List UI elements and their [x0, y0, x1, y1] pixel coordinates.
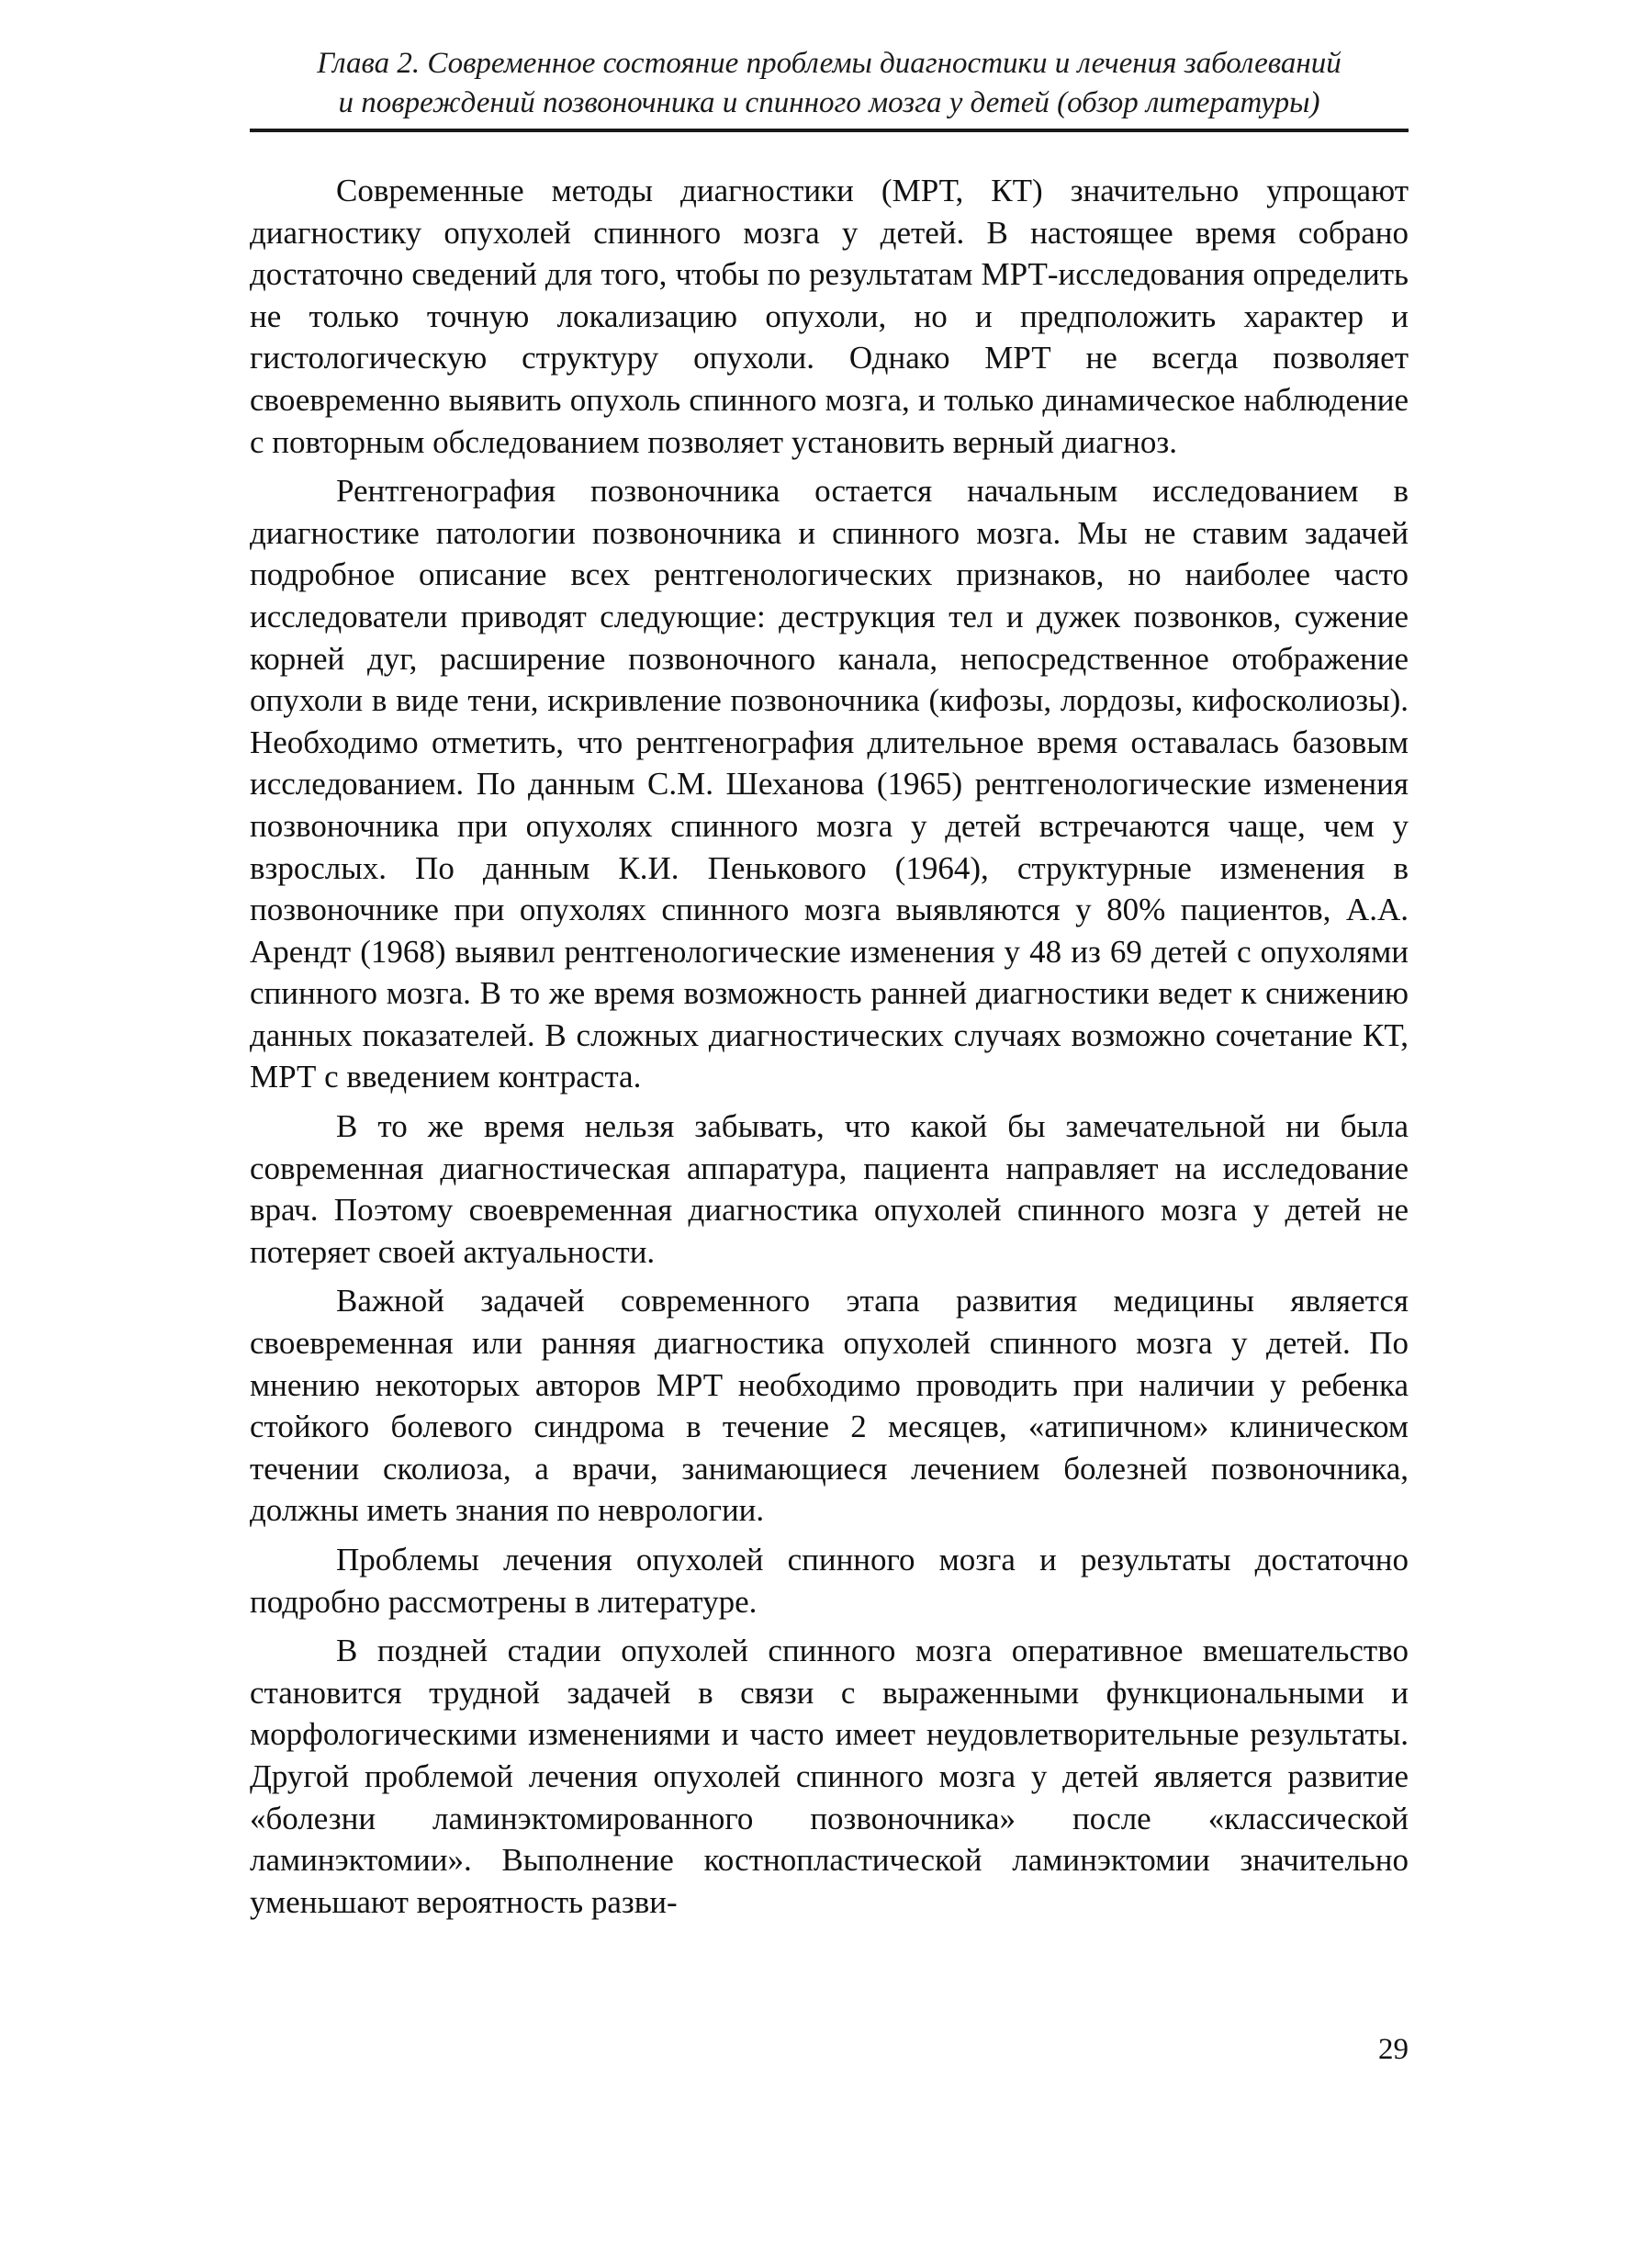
running-header — [250, 44, 1409, 123]
body-text — [250, 170, 1409, 1930]
paragraph: Проблемы лечения опухолей спинного мозга и результаты достаточно подробно рассмотрены в литературе. — [250, 1542, 1409, 1620]
header-rule — [250, 129, 1409, 132]
paragraph: В поздней стадии опухолей спинного мозга оперативное вмешательство становится трудной задачей в связи с выраженными функциональными и морфологическими изменениями и часто имеет неудовлетворительные результаты. Другой проблемой лечения опухолей спинного мозга у детей является развитие «болезни ламинэктомированного позвоночника» после «классической ламинэктомии». Выполнение костнопластической ламинэктомии значительно уменьшают вероятность разви- — [250, 1633, 1409, 1920]
page-number: 29 — [1378, 2033, 1409, 2066]
paragraph: Современные методы диагностики (МРТ, КТ) значительно упрощают диагностику опухолей спинного мозга у детей. В настоящее время собрано достаточно сведений для того, чтобы по результатам МРТ-исследования определить не только точную локализацию опухоли, но и предположить характер и гистологическую структуру опухоли. Однако МРТ не всегда позволяет своевременно выявить опухоль спинного мозга, и только динамическое наблюдение с повторным обследованием позволяет установить верный диагноз. — [250, 173, 1409, 460]
running-header-line-2: и повреждений позвоночника и спинного мозга у детей (обзор литературы) — [338, 86, 1320, 119]
paragraph: Рентгенография позвоночника остается начальным исследованием в диагностике патологии позвоночника и спинного мозга. Мы не ставим задачей подробное описание всех рентгенологических признаков, но наиболее часто исследователи приводят следующие: деструкция тел и дужек позвонков, сужение корней дуг, расширение позвоночного канала, непосредственное отображение опухоли в виде тени, искривление позвоночника (кифозы, лордозы, кифосколиозы). Необходимо отметить, что рентгенография длительное время оставалась базовым исследованием. По данным С.М. Шеханова (1965) рентгенологические изменения позвоночника при опухолях спинного мозга у детей встречаются чаще, чем у взрослых. По данным К.И. Пенькового (1964), структурные изменения в позвоночнике при опухолях спинного мозга выявляются у 80% пациентов, А.А. Арендт (1968) выявил рентгенологические изменения у 48 из 69 детей с опухолями спинного мозга. В то же время возможность ранней диагностики ведет к снижению данных показателей. В сложных диагностических случаях возможно сочетание КТ, МРТ с введением контраста. — [250, 473, 1409, 1095]
paragraph: В то же время нельзя забывать, что какой бы замечательной ни была современная диагностическая аппаратура, пациента направляет на исследование врач. Поэтому своевременная диагностика опухолей спинного мозга у детей не потеряет своей актуальности. — [250, 1108, 1409, 1270]
running-header-line-1: Глава 2. Современное состояние проблемы диагностики и лечения заболеваний — [317, 47, 1342, 80]
paragraph: Важной задачей современного этапа развития медицины является своевременная или ранняя диагностика опухолей спинного мозга у детей. По мнению некоторых авторов МРТ необходимо проводить при наличии у ребенка стойкого болевого синдрома в течение 2 месяцев, «атипичном» клиническом течении сколиоза, а врачи, занимающиеся лечением болезней позвоночника, должны иметь знания по неврологии. — [250, 1283, 1409, 1529]
